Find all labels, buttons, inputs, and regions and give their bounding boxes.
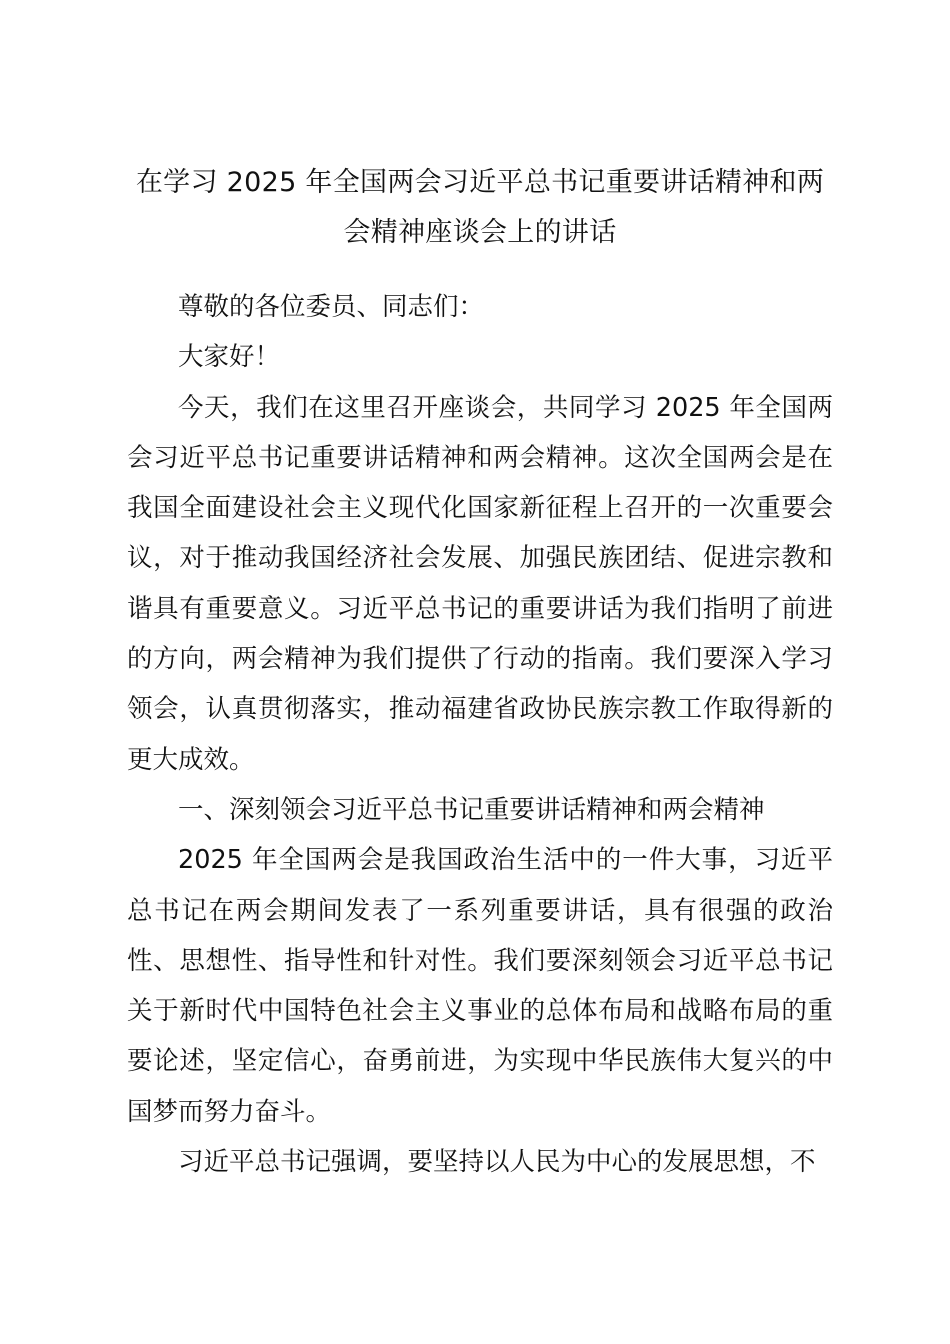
title-line-1: 在学习 2025 年全国两会习近平总书记重要讲话精神和两 <box>135 167 825 198</box>
title-line-2: 会精神座谈会上的讲话 <box>343 217 617 248</box>
greeting: 大家好！ <box>178 342 281 373</box>
document-body <box>127 282 833 1187</box>
document-title <box>120 158 840 258</box>
section-heading-1: 一、深刻领会习近平总书记重要讲话精神和两会精神 <box>178 794 765 825</box>
salutation: 尊敬的各位委员、同志们： <box>178 292 485 322</box>
paragraph-continued: 习近平总书记强调，要坚持以人民为中心的发展思想，不 <box>178 1147 816 1178</box>
paragraph-section-1: 2025 年全国两会是我国政治生活中的一件大事，习近平总书记在两会期间发表了一系列重要讲话，具有很强的政治性、思想性、指导性和针对性。我们要深刻领会习近平总书记关于新时代中国特色社会主义事业的总体布局和战略布局的重要论述，坚定信心，奋勇前进，为实现中华民族伟大复兴的中国梦而努力奋斗。 <box>127 845 833 1127</box>
paragraph-intro: 今天，我们在这里召开座谈会，共同学习 2025 年全国两会习近平总书记重要讲话精神和两会精神。这次全国两会是在我国全面建设社会主义现代化国家新征程上召开的一次重要会议，对于推动我国经济社会发展、加强民族团结、促进宗教和谐具有重要意义。习近平总书记的重要讲话为我们指明了前进的方向，两会精神为我们提供了行动的指南。我们要深入学习领会，认真贯彻落实，推动福建省政协民族宗教工作取得新的更大成效。 <box>127 392 833 775</box>
